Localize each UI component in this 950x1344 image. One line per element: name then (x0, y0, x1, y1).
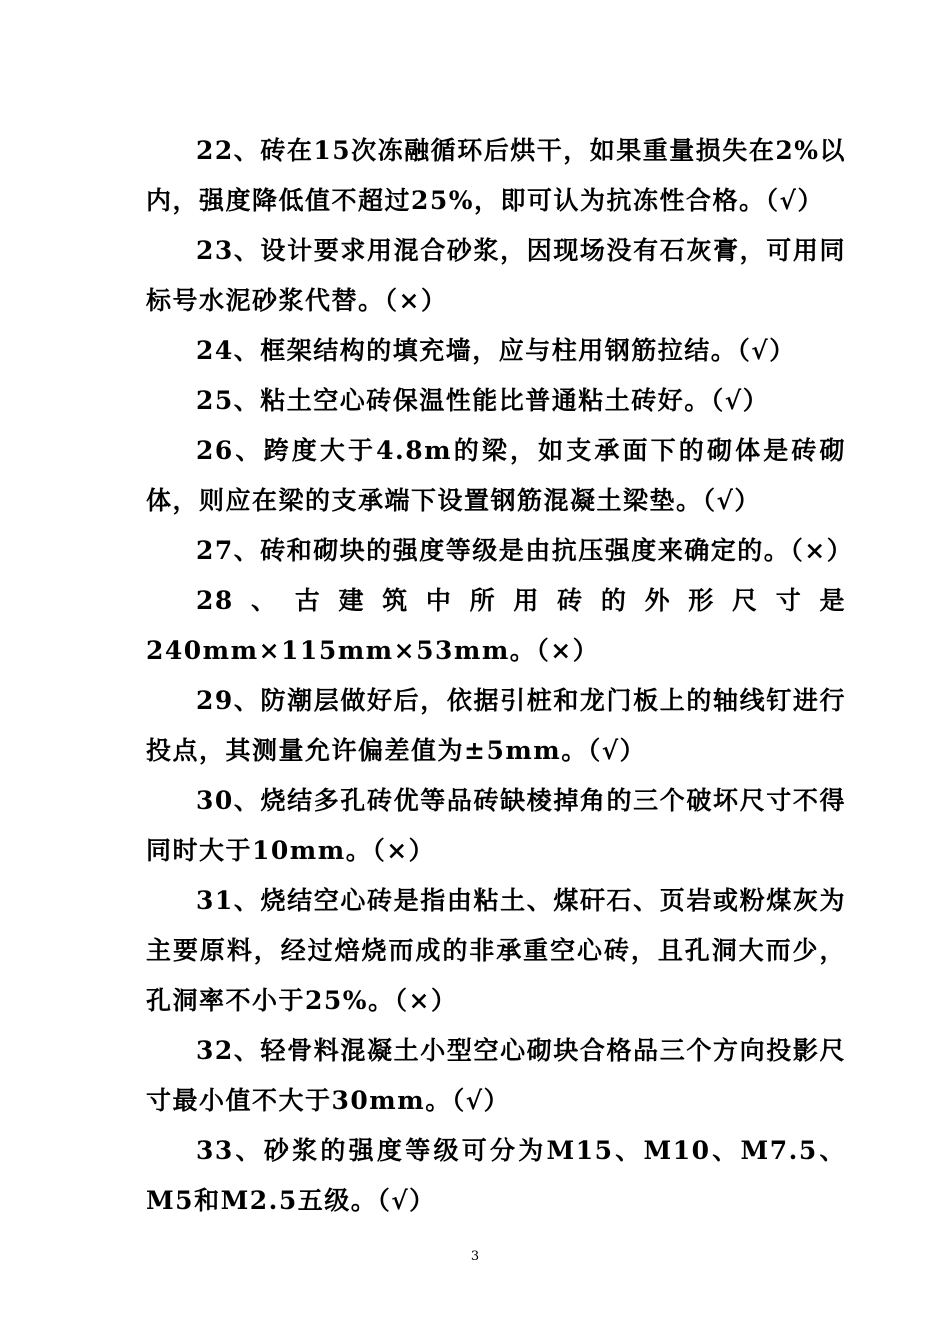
question-item-22: 22、砖在15次冻融循环后烘干，如果重量损失在2%以内，强度降低值不超过25%，即可认为抗冻性合格。（√） (146, 136, 846, 215)
question-item-28: 28、古建筑中所用砖的外形尺寸是240mm×115mm×53mm。（×） (146, 586, 846, 665)
question-item-26: 26、跨度大于4.8m的梁，如支承面下的砌体是砖砌体，则应在梁的支承端下设置钢筋混凝土梁垫。（√） (146, 436, 846, 515)
question-item-23: 23、设计要求用混合砂浆，因现场没有石灰膏，可用同标号水泥砂浆代替。（×） (146, 236, 846, 315)
question-list (146, 126, 854, 1226)
question-item-25: 25、粘土空心砖保温性能比普通粘土砖好。（√） (196, 386, 770, 415)
question-item-27: 27、砖和砌块的强度等级是由抗压强度来确定的。（×） (196, 536, 854, 565)
question-item-32: 32、轻骨料混凝土小型空心砌块合格品三个方向投影尺寸最小值不大于30mm。（√） (146, 1036, 846, 1115)
question-item-29: 29、防潮层做好后，依据引桩和龙门板上的轴线钉进行投点，其测量允许偏差值为±5mm。（√） (146, 686, 846, 765)
question-item-33: 33、砂浆的强度等级可分为M15、M10、M7.5、M5和M2.5五级。（√） (146, 1136, 846, 1215)
question-item-31: 31、烧结空心砖是指由粘土、煤矸石、页岩或粉煤灰为主要原料，经过焙烧而成的非承重空心砖，且孔洞大而少，孔洞率不小于25%。（×） (146, 886, 846, 1015)
page-number: 3 (470, 1249, 480, 1264)
question-item-24: 24、框架结构的填充墙，应与柱用钢筋拉结。（√） (196, 336, 796, 365)
question-item-30: 30、烧结多孔砖优等品砖缺棱掉角的三个破坏尺寸不得同时大于10mm。（×） (146, 786, 846, 865)
